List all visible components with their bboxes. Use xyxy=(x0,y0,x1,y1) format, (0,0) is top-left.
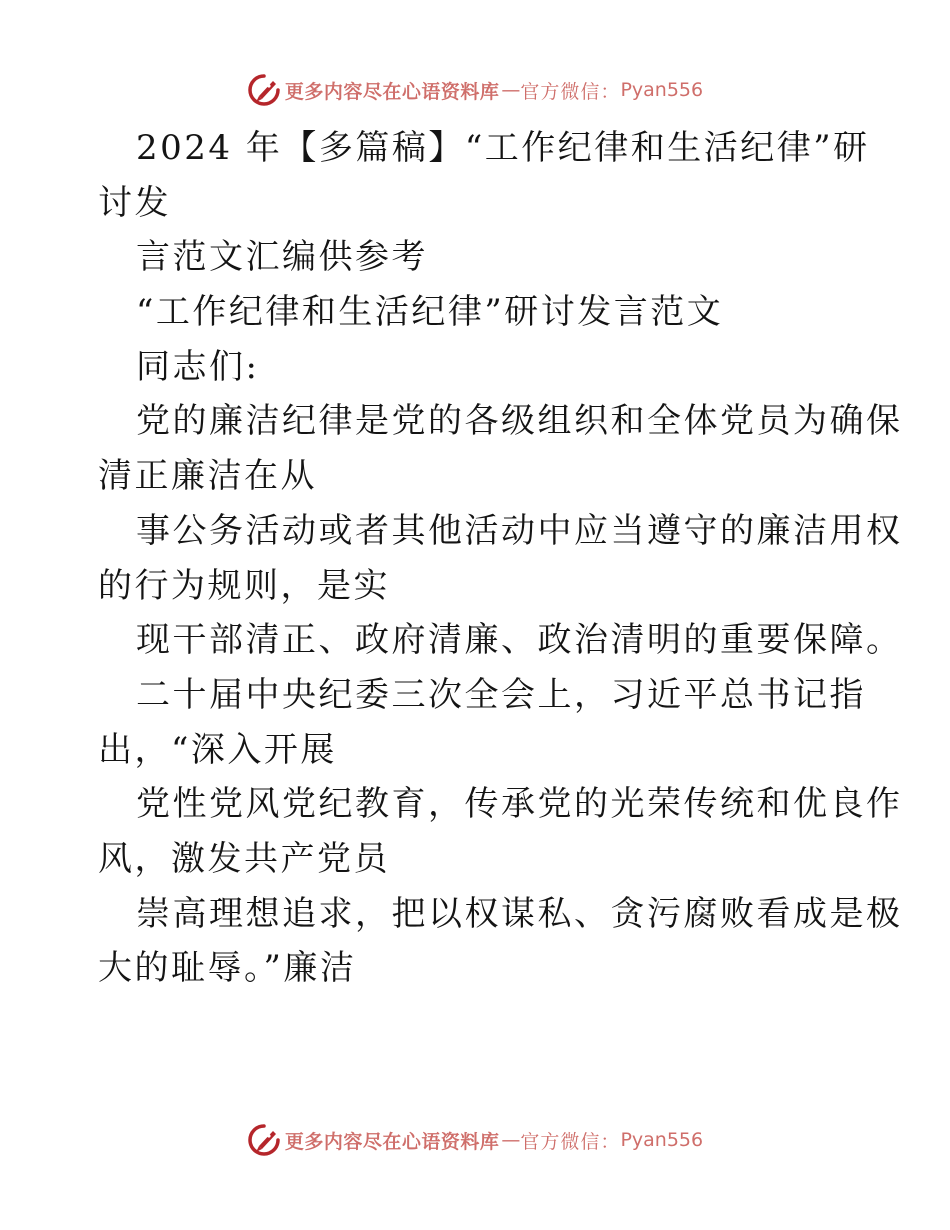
body-line: 的行为规则，是实 xyxy=(98,565,390,606)
title-line-3: 言范文汇编供参考 xyxy=(136,237,428,278)
body-line: 事公务活动或者其他活动中应当遵守的廉洁用权 xyxy=(136,510,903,551)
watermark-wechat-id: Pyan556 xyxy=(620,79,704,101)
salutation-line: 同志们: xyxy=(136,346,260,387)
body-line: 出，“深入开展 xyxy=(98,729,337,770)
title-line-1: 2024 年【多篇稿】“工作纪律和生活纪律”研 xyxy=(136,128,870,168)
title-line-2: 讨发 xyxy=(98,182,171,223)
watermark-official-label: 官方微信： xyxy=(520,80,621,103)
body-line: 大的耻辱。”廉洁 xyxy=(98,948,357,989)
watermark-official-label: 官方微信： xyxy=(520,1130,621,1153)
pen-nib-logo-icon xyxy=(247,1123,281,1157)
watermark-main-text: 更多内容尽在心语资料库 xyxy=(284,80,500,103)
watermark-dash: — xyxy=(501,79,519,101)
pen-nib-logo-icon xyxy=(247,73,281,107)
header-watermark xyxy=(0,70,950,110)
watermark-dash: — xyxy=(501,1129,519,1151)
body-line: 崇高理想追求，把以权谋私、贪污腐败看成是极 xyxy=(136,893,903,934)
document-body xyxy=(98,121,903,996)
subtitle-line: “工作纪律和生活纪律”研讨发言范文 xyxy=(136,292,724,333)
watermark-main-text: 更多内容尽在心语资料库 xyxy=(284,1130,500,1153)
body-line: 清正廉洁在从 xyxy=(98,456,317,497)
footer-watermark xyxy=(0,1120,950,1160)
watermark-wechat-id: Pyan556 xyxy=(620,1129,704,1151)
body-line: 二十届中央纪委三次全会上，习近平总书记指 xyxy=(136,674,866,715)
body-line: 现干部清正、政府清廉、政治清明的重要保障。 xyxy=(136,620,903,661)
body-line: 风，激发共产党员 xyxy=(98,838,390,879)
body-line: 党的廉洁纪律是党的各级组织和全体党员为确保 xyxy=(136,401,903,442)
body-line: 党性党风党纪教育，传承党的光荣传统和优良作 xyxy=(136,784,903,825)
